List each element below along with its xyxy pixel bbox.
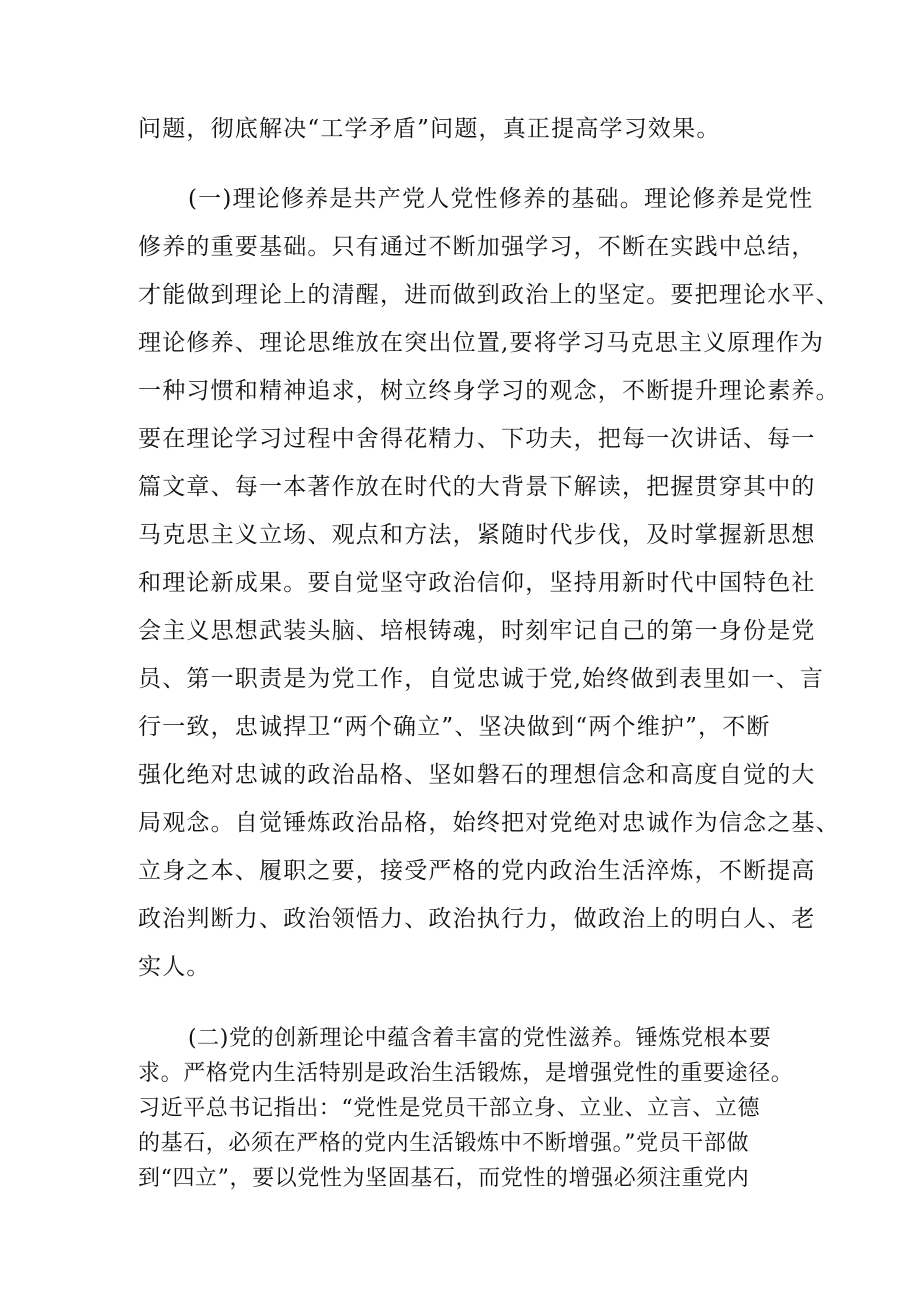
- section1-line: 要在理论学习过程中舍得花精力、下功夫，把每一次讲话、每一: [138, 426, 816, 452]
- section1-line: 实人。: [138, 954, 211, 980]
- section1-line: 才能做到理论上的清醒，进而做到政治上的坚定。要把理论水平、: [138, 282, 840, 308]
- section1-line: 局观念。自觉锤炼政治品格，始终把对党绝对忠诚作为信念之基、: [138, 810, 840, 836]
- section2-line: 习近平总书记指出：“党性是党员干部立身、立业、立言、立德: [138, 1096, 761, 1121]
- section1-line: 理论修养、理论思维放在突出位置,要将学习马克思主义原理作为: [138, 330, 825, 356]
- section1-line: 政治判断力、政治领悟力、政治执行力，做政治上的明白人、老: [138, 906, 816, 932]
- section1-line: 强化绝对忠诚的政治品格、坚如磐石的理想信念和高度自觉的大: [138, 762, 816, 788]
- section1-line: 一种习惯和精神追求，树立终身学习的观念，不断提升理论素养。: [138, 378, 840, 404]
- section1-line: 会主义思想武装头脑、培根铸魂，时刻牢记自己的第一身份是党: [138, 618, 816, 644]
- section1-line: 篇文章、每一本著作放在时代的大背景下解读，把握贯穿其中的: [138, 474, 816, 500]
- section1-line: 立身之本、履职之要，接受严格的党内政治生活淬炼，不断提高: [138, 858, 816, 884]
- section2-line: 的基石，必须在严格的党内生活锻炼中不断增强。”党员干部做: [138, 1131, 750, 1156]
- section1-line: 和理论新成果。要自觉坚守政治信仰，坚持用新时代中国特色社: [138, 570, 816, 596]
- section2-line: 求。严格党内生活特别是政治生活锻炼，是增强党性的重要途径。: [138, 1061, 794, 1086]
- section1-line: 员、第一职责是为党工作，自觉忠诚于党,始终做到表里如一、言: [138, 666, 825, 692]
- section1-line: 马克思主义立场、观点和方法，紧随时代步伐，及时掌握新思想: [138, 522, 816, 548]
- section2-heading-line: (二)党的创新理论中蕴含着丰富的党性滋养。锤炼党根本要: [188, 1026, 772, 1051]
- section1-line: 行一致，忠诚捍卫“两个确立”、坚决做到“两个维护”，不断: [138, 714, 771, 740]
- section1-heading-line: (一)理论修养是共产党人党性修养的基础。理论修养是党性: [188, 186, 814, 212]
- section1-line: 修养的重要基础。只有通过不断加强学习，不断在实践中总结，: [138, 234, 816, 260]
- paragraph-intro-line: 问题，彻底解决“工学矛盾”问题，真正提高学习效果。: [138, 116, 721, 142]
- section2-line: 到“四立”，要以党性为坚固基石，而党性的增强必须注重党内: [138, 1166, 750, 1191]
